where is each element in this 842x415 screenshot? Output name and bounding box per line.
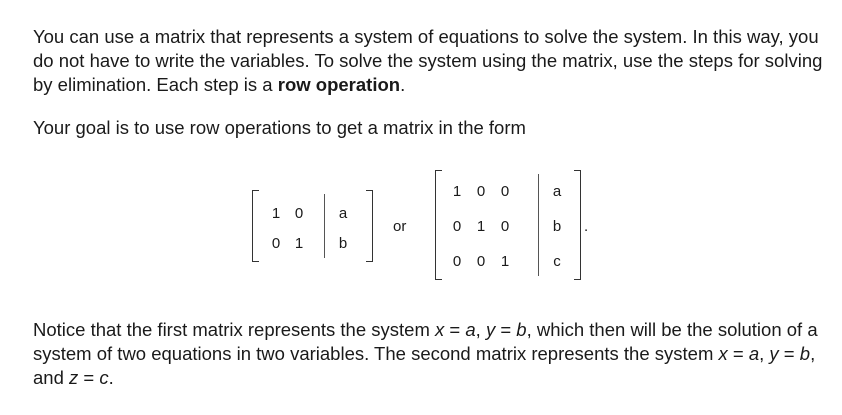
matrix2-left-bracket: [435, 170, 442, 280]
comma: ,: [759, 343, 770, 364]
matrix2-cell: a: [552, 183, 562, 200]
comma: ,: [475, 319, 486, 340]
equals: =: [78, 367, 100, 388]
equals: =: [444, 319, 466, 340]
intro-paragraph: [33, 25, 823, 97]
notice-paragraph: [33, 318, 823, 390]
goal-paragraph: Your goal is to use row operations to get a matrix in the form: [33, 117, 526, 138]
matrix2-cell: b: [552, 218, 562, 235]
notice-text: , and: [33, 343, 816, 388]
matrix2-cell: 0: [476, 183, 486, 200]
var-x: x: [435, 319, 445, 340]
matrix2-right-bracket: [574, 170, 581, 280]
var-z: z: [69, 367, 79, 388]
equals: =: [727, 343, 749, 364]
var-b: b: [516, 319, 527, 340]
notice-text: , which then will be the solution of a system of two equations in two variables. The second matrix represents the system: [33, 319, 818, 364]
matrix2-cell: 0: [452, 218, 462, 235]
matrix-period: .: [584, 218, 589, 235]
matrix2-augment-line: [538, 174, 539, 276]
matrix1-left-bracket: [252, 190, 259, 262]
equals: =: [778, 343, 800, 364]
row-operation-term: row operation: [277, 74, 401, 95]
matrix2-cell: 1: [476, 218, 486, 235]
matrix2-cell: 1: [500, 253, 510, 270]
intro-end: .: [400, 74, 406, 95]
matrix1-augment-line: [324, 194, 325, 258]
var-c: c: [99, 367, 109, 388]
notice-text: Notice that the first matrix represents the system: [33, 319, 436, 340]
matrix2-cell: 0: [500, 183, 510, 200]
matrix1-cell: 0: [294, 205, 304, 222]
matrix1-cell: b: [338, 235, 348, 252]
var-a: a: [748, 343, 760, 364]
matrix1-cell: a: [338, 205, 348, 222]
notice-end: .: [108, 367, 114, 388]
matrix1-right-bracket: [366, 190, 373, 262]
matrix2-cell: 0: [500, 218, 510, 235]
var-y: y: [769, 343, 779, 364]
matrix-forms: [0, 168, 842, 288]
matrix2-cell: 1: [452, 183, 462, 200]
intro-text: You can use a matrix that represents a system of equations to solve the system. In this way, you do not have to write the variables. To solve the system using the matrix, use the steps for solving by elimination. Each step is a: [33, 26, 823, 95]
matrix2-cell: c: [553, 253, 561, 270]
matrix1-cell: 1: [294, 235, 304, 252]
var-b: b: [799, 343, 811, 364]
var-y: y: [485, 319, 496, 340]
var-a: a: [465, 319, 476, 340]
equals: =: [495, 319, 517, 340]
matrix1-cell: 0: [271, 235, 281, 252]
matrix1-cell: 1: [271, 205, 281, 222]
var-x: x: [718, 343, 728, 364]
matrix2-cell: 0: [476, 253, 486, 270]
or-label: or: [393, 218, 407, 235]
matrix2-cell: 0: [452, 253, 462, 270]
